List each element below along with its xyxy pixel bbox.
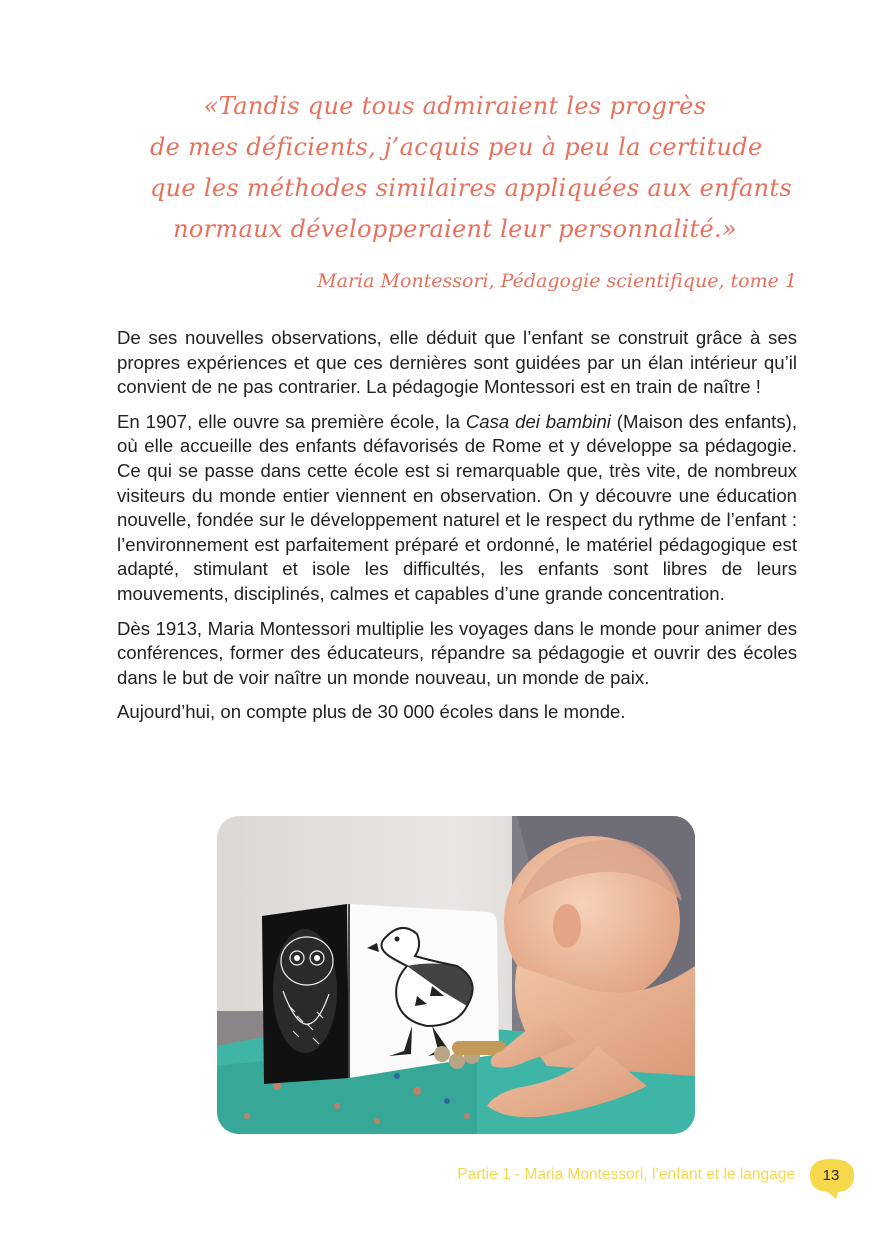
paragraph-text: En 1907, elle ouvre sa première école, la — [117, 410, 466, 432]
quote-citation: Maria Montessori, Pédagogie scientifique, tome 1 — [317, 270, 797, 292]
paragraph: De ses nouvelles observations, elle déduit que l’enfant se construit grâce à ses propres expériences et que ces dernières sont guidées par un élan intérieur qu’il convient de ne pas contrarier. La pédagogie Montessori est en train de naître ! — [117, 327, 797, 398]
paragraph — [117, 410, 797, 607]
paragraph-text: (Maison des enfants), où elle accueille des enfants défavorisés de Rome et y développe sa pédagogie. Ce qui se passe dans cette école est si remarquable que, très vite, de nombreux visiteurs du monde entier viennent en observation. On y découvre une éducation nouvelle, fondée sur le développement naturel et le respect du rythme de l’enfant : l’environnement est parfaitement préparé et ordonné, le matériel pédagogique est adapté, stimulant et isole les difficultés, les enfants sont libres de leurs mouvements, disciplinés, calmes et capables d’une grande concentration. — [117, 410, 798, 604]
quote-line: normaux développeraient leur personnalité.» — [173, 215, 737, 243]
footer-title: Partie 1 - Maria Montessori, l’enfant et le langage — [457, 1166, 795, 1183]
body-text — [117, 326, 797, 735]
italic-title: Casa dei bambini — [465, 410, 611, 432]
page-number: 13 — [822, 1166, 840, 1184]
paragraph: Aujourd’hui, on compte plus de 30 000 écoles dans le monde. — [117, 701, 626, 723]
paragraph: Dès 1913, Maria Montessori multiplie les voyages dans le monde pour animer des conférences, former des éducateurs, répandre sa pédagogie et ouvrir des écoles dans le but de voir naître un monde nouveau, un monde de paix. — [117, 617, 797, 688]
quote-line: «Tandis que tous admiraient les progrès — [203, 92, 707, 120]
quote-line: de mes déficients, j’acquis peu à peu la certitude — [150, 133, 763, 161]
baby-photo — [217, 816, 695, 1134]
quote-line: que les méthodes similaires appliquées aux enfants — [150, 174, 792, 202]
epigraph-quote — [150, 86, 792, 250]
